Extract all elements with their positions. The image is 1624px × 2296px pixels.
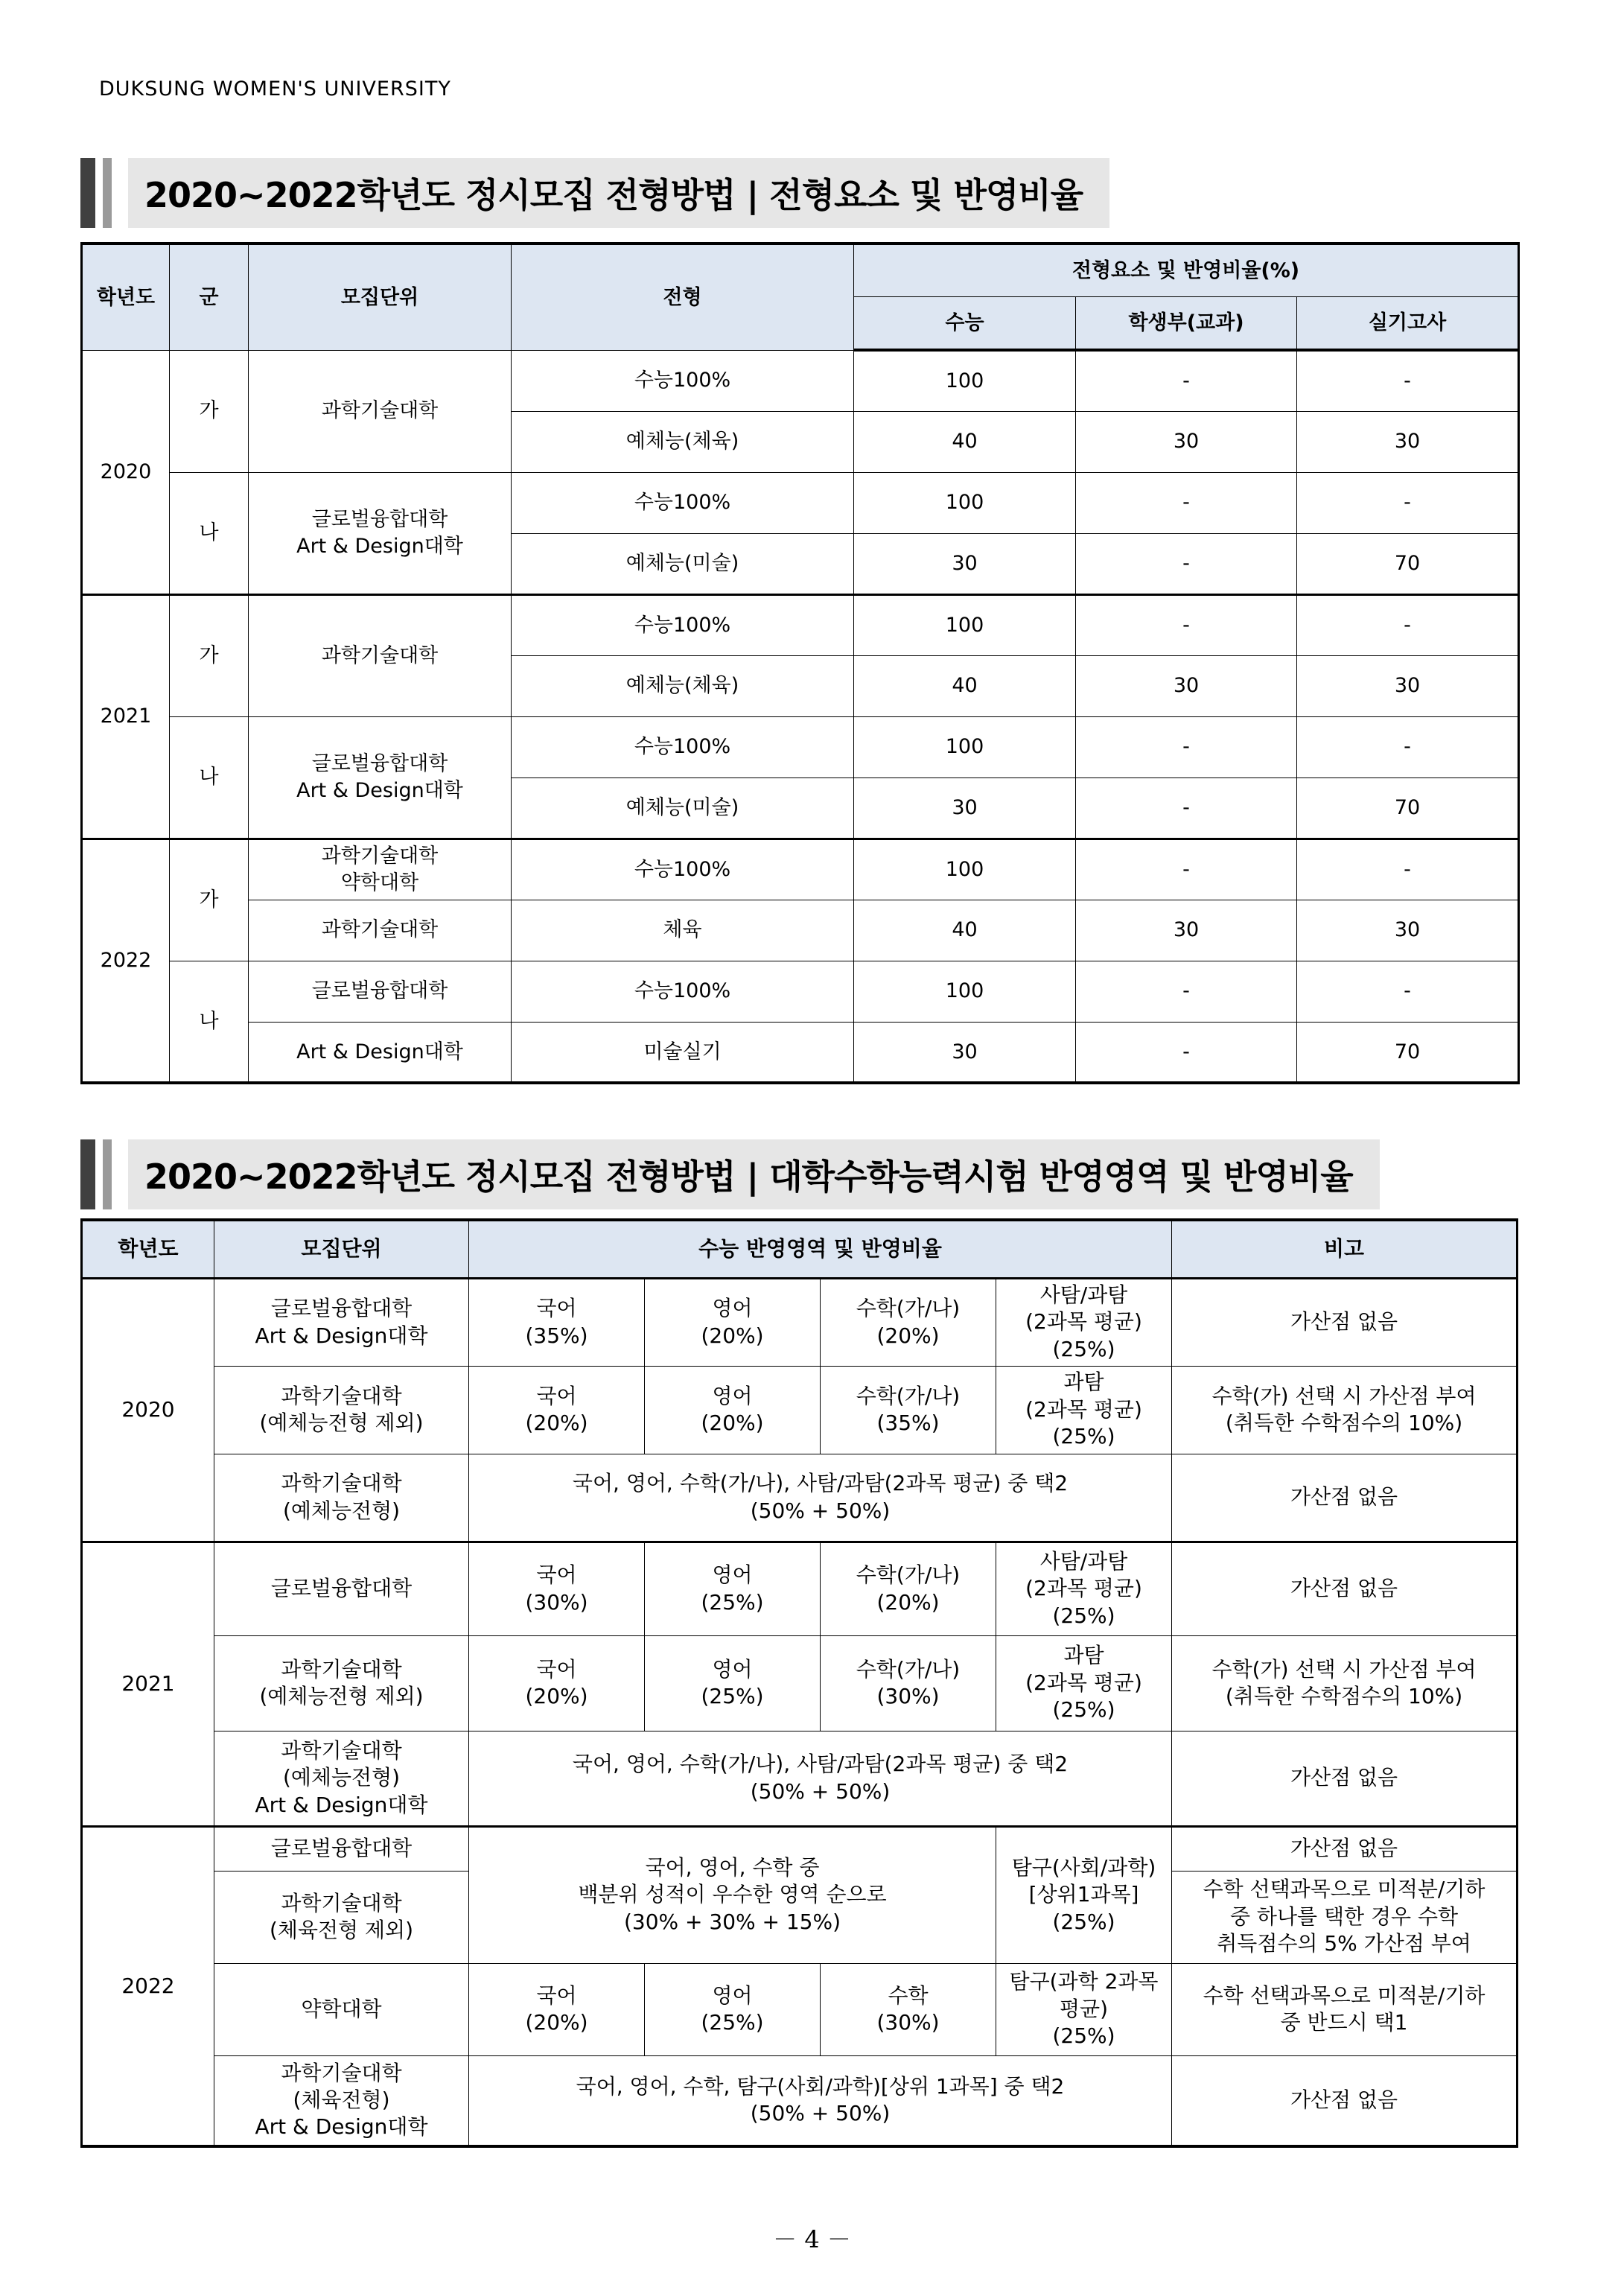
unit-cell: 과학기술대학 (체육전형 제외): [214, 1871, 469, 1963]
type-cell: 체육: [512, 900, 854, 961]
header-type: 전형: [512, 244, 854, 350]
area-cell: 수학(가/나) (30%): [821, 1635, 996, 1731]
note-cell: 가산점 없음: [1172, 1542, 1518, 1635]
value-cell: 100: [854, 716, 1076, 777]
value-cell: 100: [854, 961, 1076, 1022]
area-cell: 과탐 (2과목 평균) (25%): [996, 1635, 1172, 1731]
note-cell: 수학 선택과목으로 미적분/기하 중 하나를 택한 경우 수학 취득점수의 5% 가산점 부여: [1172, 1871, 1518, 1963]
area-cell: 국어, 영어, 수학 중 백분위 성적이 우수한 영역 순으로 (30% + 30% + 15%): [469, 1826, 996, 1963]
value-cell: 70: [1297, 777, 1519, 839]
year-cell: 2021: [82, 1542, 214, 1826]
section1-title-block: [80, 158, 1109, 228]
value-cell: -: [1076, 777, 1297, 839]
value-cell: 100: [854, 472, 1076, 533]
type-cell: 수능100%: [512, 716, 854, 777]
value-cell: -: [1076, 1022, 1297, 1083]
header-group: 군: [170, 244, 249, 350]
unit-cell: 글로벌융합대학: [214, 1542, 469, 1635]
type-cell: 수능100%: [512, 594, 854, 655]
value-cell: 70: [1297, 533, 1519, 594]
area-cell: 사탐/과탐 (2과목 평균) (25%): [996, 1278, 1172, 1366]
year-cell: 2022: [82, 839, 170, 1083]
value-cell: -: [1076, 472, 1297, 533]
value-cell: 30: [1076, 900, 1297, 961]
unit-cell: 과학기술대학 약학대학: [249, 839, 512, 900]
type-cell: 예체능(미술): [512, 533, 854, 594]
title-bar-light: [103, 1139, 112, 1209]
section2-title: 2020~2022학년도 정시모집 전형방법 | 대학수학능력시험 반영영역 및 반영비율: [128, 1139, 1380, 1209]
area-cell: 영어 (25%): [645, 1542, 821, 1635]
value-cell: -: [1076, 533, 1297, 594]
unit-cell: 약학대학: [214, 1963, 469, 2055]
area-cell: 수학(가/나) (20%): [821, 1278, 996, 1366]
value-cell: 40: [854, 411, 1076, 472]
area-cell: 국어, 영어, 수학(가/나), 사탐/과탐(2과목 평균) 중 택2 (50% + 50%): [469, 1731, 1172, 1826]
type-cell: 수능100%: [512, 839, 854, 900]
group-cell: 나: [170, 472, 249, 594]
year-cell: 2022: [82, 1826, 214, 2146]
value-cell: 30: [1297, 655, 1519, 716]
area-cell: 탐구(사회/과학) [상위1과목] (25%): [996, 1826, 1172, 1963]
unit-cell: 글로벌융합대학: [214, 1826, 469, 1871]
value-cell: -: [1297, 594, 1519, 655]
year-cell: 2021: [82, 594, 170, 839]
value-cell: 30: [854, 533, 1076, 594]
group-cell: 가: [170, 350, 249, 472]
note-cell: 수학 선택과목으로 미적분/기하 중 반드시 택1: [1172, 1963, 1518, 2055]
page-number: － 4 －: [773, 2225, 851, 2254]
header-areas: 수능 반영영역 및 반영비율: [469, 1220, 1172, 1278]
area-cell: 국어 (20%): [469, 1635, 645, 1731]
header-unit: 모집단위: [249, 244, 512, 350]
title-bar-dark: [80, 1139, 95, 1209]
unit-cell: 과학기술대학: [249, 350, 512, 472]
admission-ratio-table: [80, 242, 1520, 1084]
unit-cell: 과학기술대학 (예체능전형): [214, 1454, 469, 1542]
area-cell: 수학(가/나) (20%): [821, 1542, 996, 1635]
note-cell: 가산점 없음: [1172, 1826, 1518, 1871]
suneung-area-table: [80, 1218, 1518, 2148]
value-cell: 30: [854, 1022, 1076, 1083]
unit-cell: 글로벌융합대학 Art & Design대학: [249, 716, 512, 839]
note-cell: 수학(가) 선택 시 가산점 부여 (취득한 수학점수의 10%): [1172, 1366, 1518, 1454]
group-cell: 가: [170, 594, 249, 716]
header-ratio: 전형요소 및 반영비율(%): [854, 244, 1519, 296]
type-cell: 수능100%: [512, 961, 854, 1022]
value-cell: -: [1076, 350, 1297, 411]
area-cell: 영어 (25%): [645, 1963, 821, 2055]
area-cell: 국어 (35%): [469, 1278, 645, 1366]
value-cell: 40: [854, 900, 1076, 961]
unit-cell: 과학기술대학 (예체능전형) Art & Design대학: [214, 1731, 469, 1826]
area-cell: 국어, 영어, 수학, 탐구(사회/과학)[상위 1과목] 중 택2 (50% + 50%): [469, 2055, 1172, 2146]
value-cell: 30: [1076, 655, 1297, 716]
group-cell: 나: [170, 961, 249, 1083]
unit-cell: 글로벌융합대학: [249, 961, 512, 1022]
type-cell: 수능100%: [512, 350, 854, 411]
type-cell: 미술실기: [512, 1022, 854, 1083]
note-cell: 수학(가) 선택 시 가산점 부여 (취득한 수학점수의 10%): [1172, 1635, 1518, 1731]
year-cell: 2020: [82, 350, 170, 594]
university-header: DUKSUNG WOMEN'S UNIVERSITY: [99, 77, 451, 101]
type-cell: 예체능(체육): [512, 655, 854, 716]
unit-cell: Art & Design대학: [249, 1022, 512, 1083]
title-bar-dark: [80, 158, 95, 228]
note-cell: 가산점 없음: [1172, 1278, 1518, 1366]
value-cell: 100: [854, 350, 1076, 411]
unit-cell: 과학기술대학 (예체능전형 제외): [214, 1366, 469, 1454]
note-cell: 가산점 없음: [1172, 1731, 1518, 1826]
title-bar-light: [103, 158, 112, 228]
header-unit: 모집단위: [214, 1220, 469, 1278]
value-cell: -: [1297, 839, 1519, 900]
unit-cell: 과학기술대학 (예체능전형 제외): [214, 1635, 469, 1731]
area-cell: 수학(가/나) (35%): [821, 1366, 996, 1454]
area-cell: 영어 (20%): [645, 1278, 821, 1366]
header-practical: 실기고사: [1297, 296, 1519, 350]
type-cell: 수능100%: [512, 472, 854, 533]
unit-cell: 글로벌융합대학 Art & Design대학: [214, 1278, 469, 1366]
area-cell: 사탐/과탐 (2과목 평균) (25%): [996, 1542, 1172, 1635]
year-cell: 2020: [82, 1278, 214, 1542]
unit-cell: 과학기술대학: [249, 594, 512, 716]
area-cell: 과탐 (2과목 평균) (25%): [996, 1366, 1172, 1454]
group-cell: 가: [170, 839, 249, 961]
unit-cell: 과학기술대학 (체육전형) Art & Design대학: [214, 2055, 469, 2146]
value-cell: 70: [1297, 1022, 1519, 1083]
area-cell: 국어, 영어, 수학(가/나), 사탐/과탐(2과목 평균) 중 택2 (50% + 50%): [469, 1454, 1172, 1542]
area-cell: 국어 (20%): [469, 1366, 645, 1454]
value-cell: 30: [1297, 900, 1519, 961]
value-cell: -: [1076, 961, 1297, 1022]
value-cell: 40: [854, 655, 1076, 716]
type-cell: 예체능(체육): [512, 411, 854, 472]
header-year: 학년도: [82, 244, 170, 350]
header-year: 학년도: [82, 1220, 214, 1278]
note-cell: 가산점 없음: [1172, 1454, 1518, 1542]
value-cell: 30: [1297, 411, 1519, 472]
value-cell: -: [1297, 961, 1519, 1022]
value-cell: -: [1076, 716, 1297, 777]
value-cell: 30: [854, 777, 1076, 839]
unit-cell: 과학기술대학: [249, 900, 512, 961]
header-suneung: 수능: [854, 296, 1076, 350]
type-cell: 예체능(미술): [512, 777, 854, 839]
header-school: 학생부(교과): [1076, 296, 1297, 350]
area-cell: 국어 (20%): [469, 1963, 645, 2055]
header-note: 비고: [1172, 1220, 1518, 1278]
area-cell: 영어 (20%): [645, 1366, 821, 1454]
value-cell: -: [1076, 839, 1297, 900]
value-cell: 100: [854, 594, 1076, 655]
value-cell: -: [1297, 350, 1519, 411]
unit-cell: 글로벌융합대학 Art & Design대학: [249, 472, 512, 594]
note-cell: 가산점 없음: [1172, 2055, 1518, 2146]
value-cell: -: [1076, 594, 1297, 655]
value-cell: 100: [854, 839, 1076, 900]
area-cell: 수학 (30%): [821, 1963, 996, 2055]
group-cell: 나: [170, 716, 249, 839]
area-cell: 국어 (30%): [469, 1542, 645, 1635]
value-cell: -: [1297, 472, 1519, 533]
section1-title: 2020~2022학년도 정시모집 전형방법 | 전형요소 및 반영비율: [128, 158, 1109, 228]
value-cell: 30: [1076, 411, 1297, 472]
area-cell: 탐구(과학 2과목 평균) (25%): [996, 1963, 1172, 2055]
area-cell: 영어 (25%): [645, 1635, 821, 1731]
value-cell: -: [1297, 716, 1519, 777]
section2-title-block: [80, 1139, 1380, 1209]
